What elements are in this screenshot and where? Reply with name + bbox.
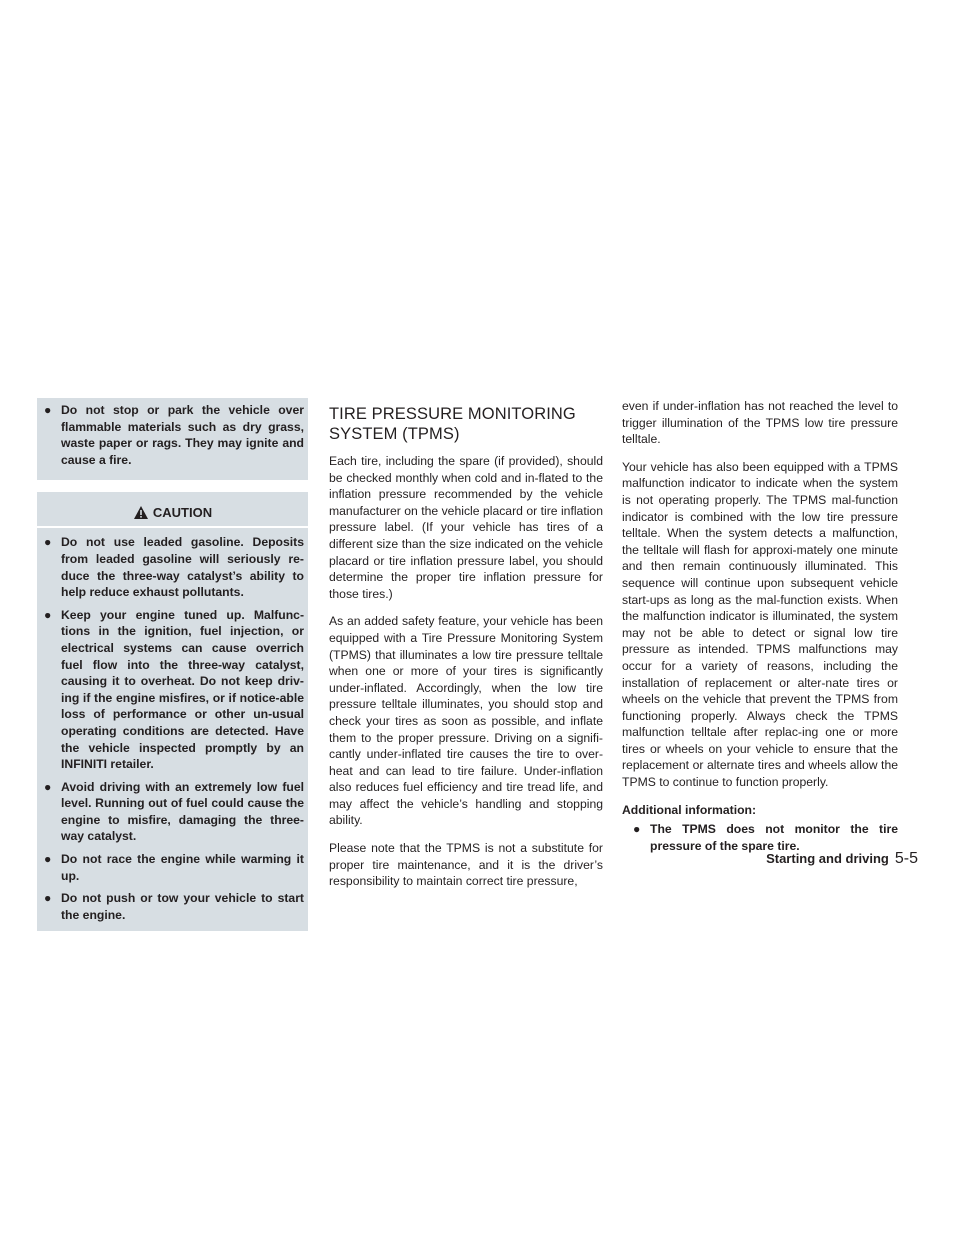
list-item: ● Do not push or tow your vehicle to start the engine. bbox=[44, 891, 304, 922]
middle-column bbox=[329, 404, 603, 901]
caution-header bbox=[37, 492, 308, 528]
page-footer bbox=[766, 850, 918, 868]
list-item: ● Do not use leaded gasoline. Deposits from leaded gasoline will seriously re-duce the three-way catalyst’s ability to help reduce exhaust pollutants. bbox=[44, 535, 304, 600]
paragraph: Your vehicle has also been equipped with a TPMS malfunction indicator to indicate when the system is not operating properly. The TPMS mal-function indicator is combined with the low tire pressure telltale. When the system detects a malfunction, the telltale will flash for approxi-mately one minute and then remain continuously illuminated. This sequence will continue upon subsequent vehicle start-ups as long as the mal-function exists. When the malfunction indicator is illuminated, the system may not be able to detect or signal low tire pressure as intended. TPMS malfunctions may occur for a variety of reasons, including the installation of replacement or alter-nate tires or wheels on the vehicle that prevent the TPMS from functioning properly. Always check the TPMS malfunction telltale after replac-ing one or more tires or wheels on your vehicle to ensure that the replacement or alternate tires and wheels allow the TPMS to continue to function properly. bbox=[622, 459, 898, 790]
section-name: Starting and driving bbox=[766, 851, 889, 866]
left-column bbox=[37, 398, 308, 931]
paragraph: Please note that the TPMS is not a substitute for proper tire maintenance, and it is the driver’s responsibility to maintain correct tire pressure, bbox=[329, 841, 603, 889]
warning-triangle-icon bbox=[133, 505, 149, 520]
additional-info-heading: Additional information: bbox=[622, 802, 757, 817]
list-item: ● Avoid driving with an extremely low fuel level. Running out of fuel could cause the engine to misfire, damaging the three-way catalyst. bbox=[44, 779, 304, 844]
list-item: ● Do not stop or park the vehicle over flammable materials such as dry grass, waste paper or rags. They may ignite and cause a fire. bbox=[44, 403, 304, 467]
caution-list bbox=[41, 534, 304, 923]
warning-box bbox=[37, 398, 308, 480]
right-column bbox=[622, 398, 898, 860]
list-item: ● Do not race the engine while warming it up. bbox=[44, 852, 304, 883]
caution-box bbox=[37, 492, 308, 931]
list-item: ● The TPMS does not monitor the tire pressure of the spare tire. bbox=[633, 822, 898, 853]
section-heading: TIRE PRESSURE MONITORING SYSTEM (TPMS) bbox=[329, 405, 576, 443]
paragraph: even if under-inflation has not reached the level to trigger illumination of the TPMS low tire pressure telltale. bbox=[622, 399, 898, 447]
page-number: 5-5 bbox=[894, 850, 918, 867]
list-item: ● Keep your engine tuned up. Malfunc-tions in the ignition, fuel injection, or electrical systems can cause overrich fuel flow into the three-way catalyst, causing it to overheat. Do not keep driv-ing if the engine misfires, or if notice-able loss of performance or other un-usual operating conditions are detected. Have the vehicle inspected promptly by an INFINITI retailer. bbox=[44, 607, 304, 772]
bullet: ● bbox=[44, 403, 52, 417]
paragraph: As an added safety feature, your vehicle has been equipped with a Tire Pressure Monitoring System (TPMS) that illuminates a low tire pressure telltale when one or more of your tires is significantly under-inflated. Accordingly, when the low tire pressure telltale illuminates, you should stop and check your tires as soon as possible, and inflate them to the proper pressure. Driving on a signifi-cantly under-inflated tire causes the tire to over-heat and can lead to tire failure. Under-inflation also reduces fuel efficiency and tire tread life, and may affect the vehicle’s handling and stopping ability. bbox=[329, 614, 603, 828]
paragraph: Each tire, including the spare (if provided), should be checked monthly when cold and in-flated to the inflation pressure recommended by the vehicle manufacturer on the vehicle placard or tire inflation pressure label. (If your vehicle has tires of a different size than the size indicated on the vehicle placard or tire inflation pressure label, you should determine the proper tire inflation pressure for those tires.) bbox=[329, 454, 603, 601]
caution-label: CAUTION bbox=[152, 504, 213, 520]
warning-list bbox=[41, 402, 304, 468]
